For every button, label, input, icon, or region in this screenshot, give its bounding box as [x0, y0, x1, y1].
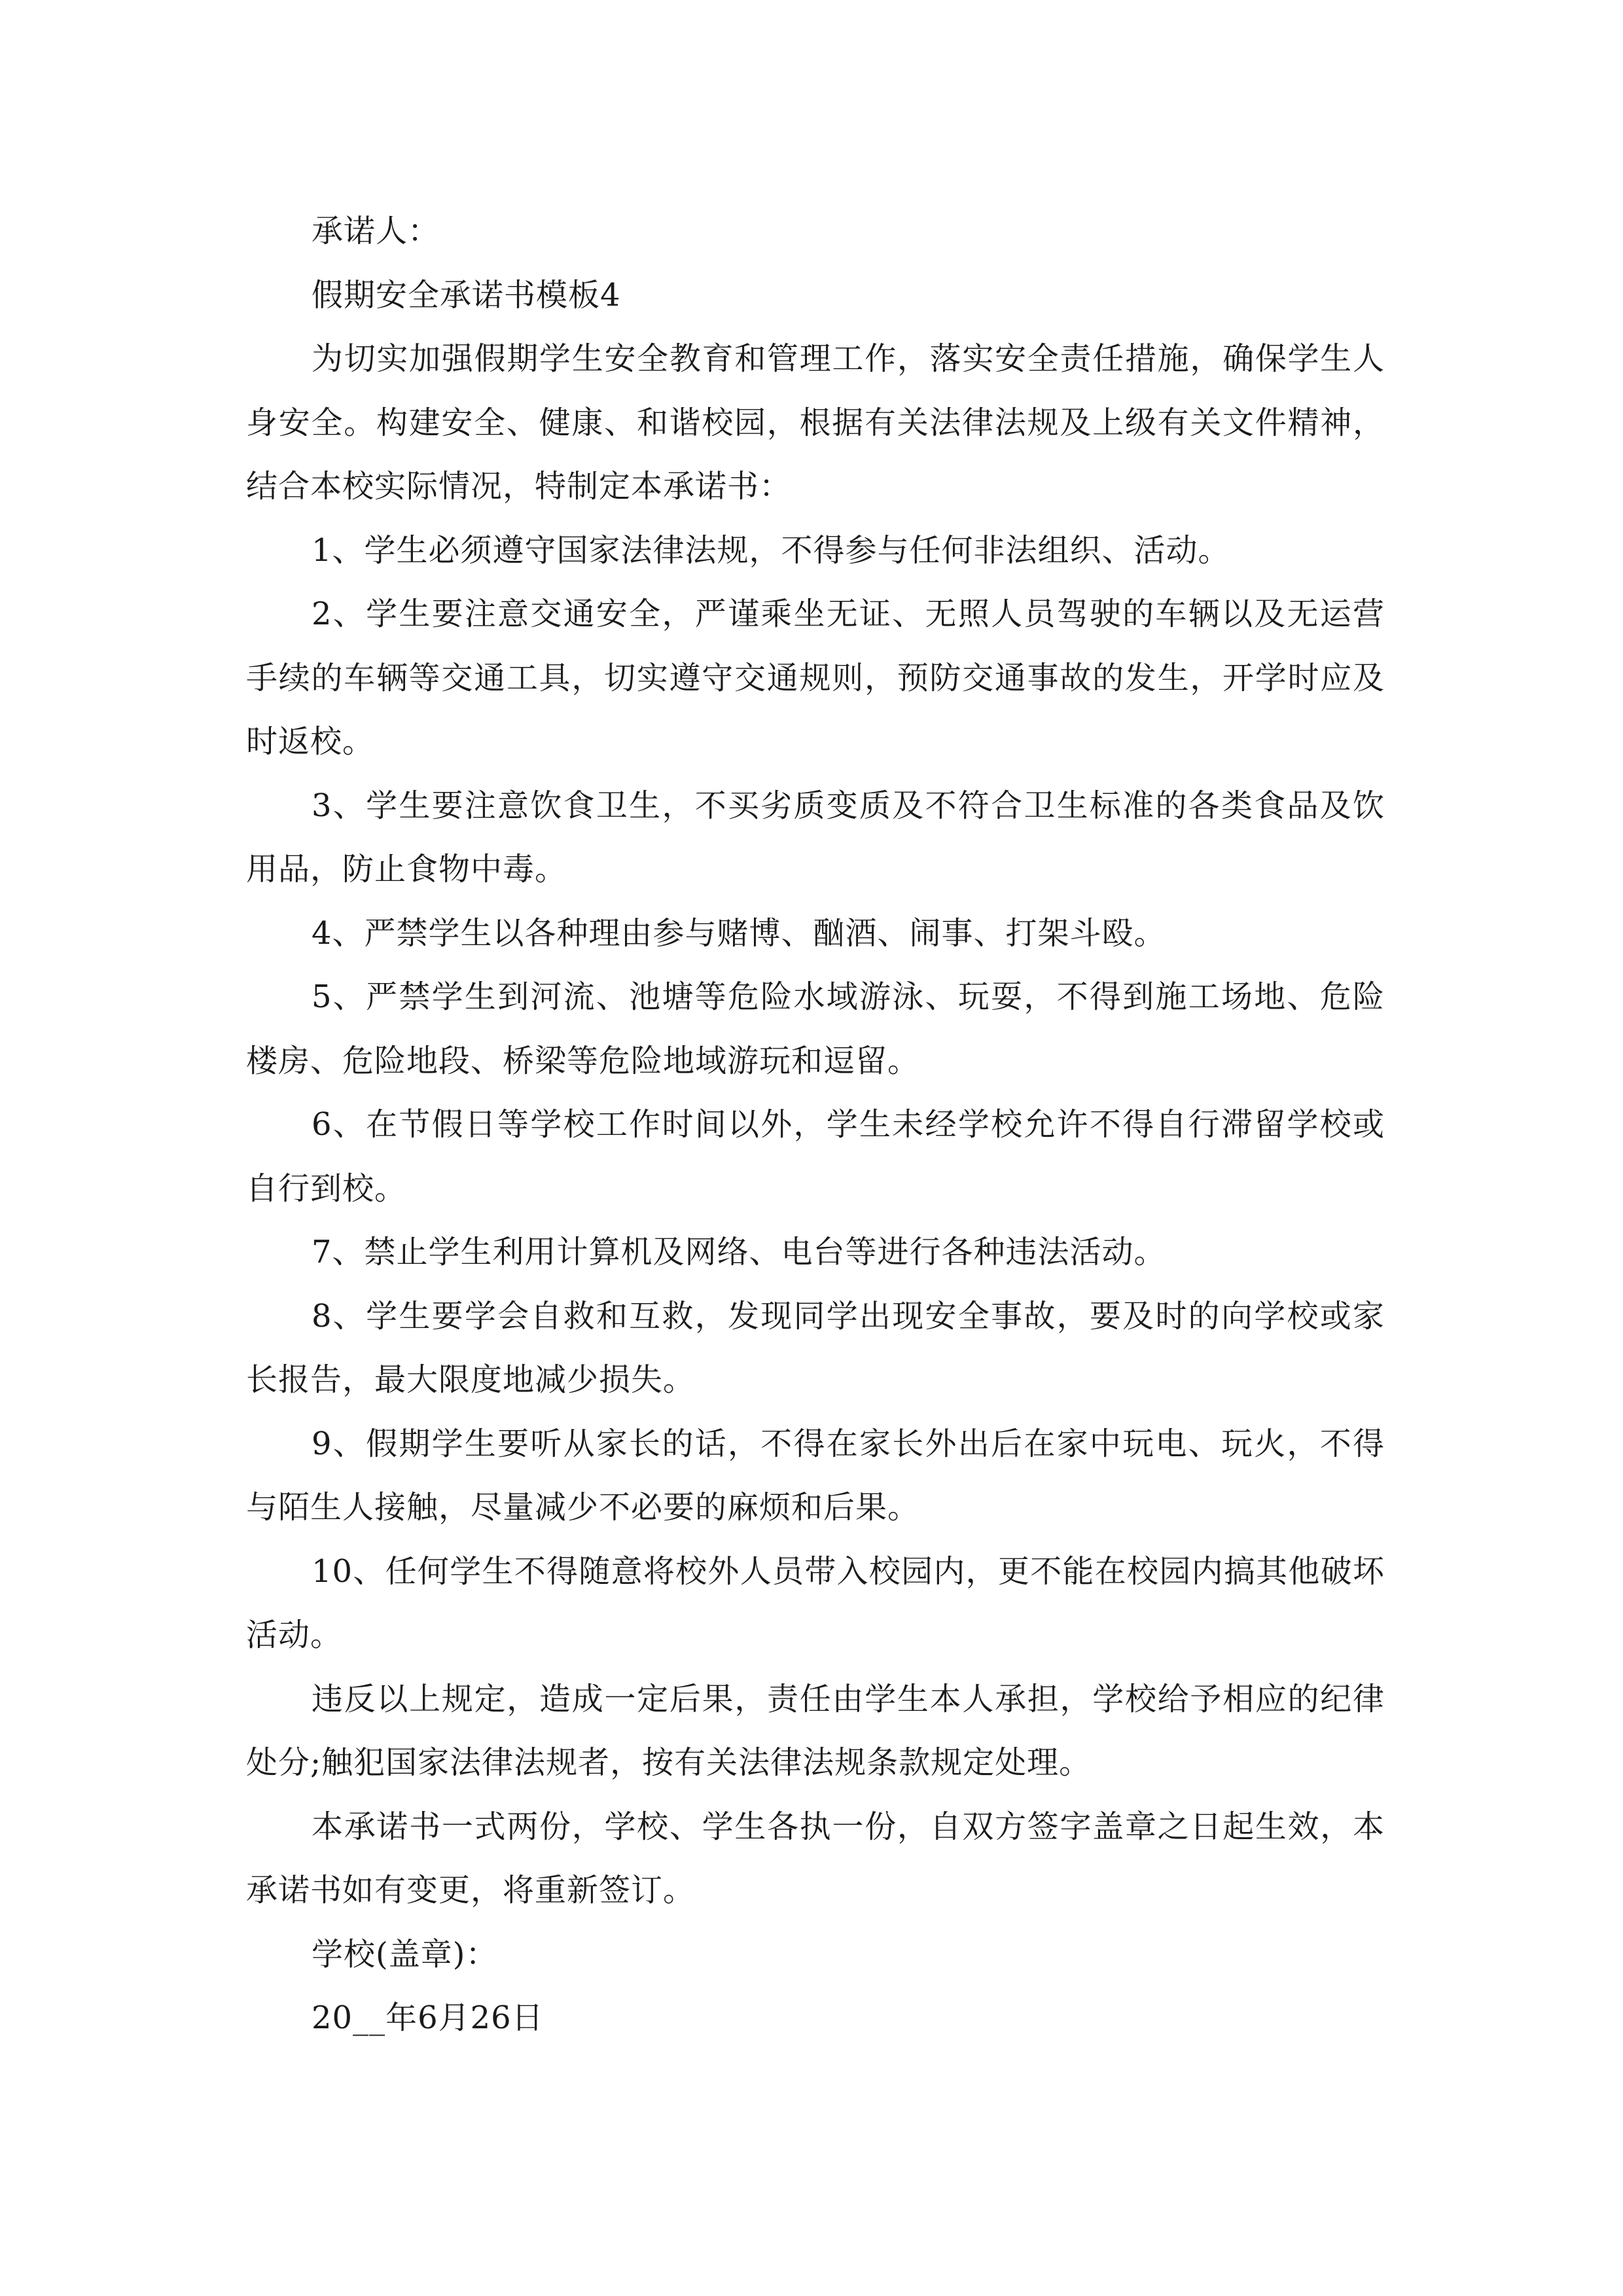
rule-item: 8、学生要学会自救和互救，发现同学出现安全事故，要及时的向学校或家长报告，最大限度地减少损失。: [246, 1297, 1385, 1398]
intro-paragraph: 为切实加强假期学生安全教育和管理工作，落实安全责任措施，确保学生人身安全。构建安全、健康、和谐校园，根据有关法律法规及上级有关文件精神，结合本校实际情况，特制定本承诺书：: [246, 340, 1385, 505]
rule-item: 3、学生要注意饮食卫生，不买劣质变质及不符合卫生标准的各类食品及饮用品，防止食物中毒。: [246, 787, 1385, 888]
date-line: 20__年6月26日: [312, 2000, 544, 2036]
rule-item: 10、任何学生不得随意将校外人员带入校园内，更不能在校园内搞其他破坏活动。: [246, 1552, 1385, 1653]
rule-item: 4、严禁学生以各种理由参与赌博、酗酒、闹事、打架斗殴。: [312, 914, 1166, 952]
rule-item: 1、学生必须遵守国家法律法规，不得参与任何非法组织、活动。: [312, 531, 1230, 569]
rule-item: 7、禁止学生利用计算机及网络、电台等进行各种违法活动。: [312, 1234, 1166, 1270]
rule-item: 2、学生要注意交通安全，严谨乘坐无证、无照人员驾驶的车辆以及无运营手续的车辆等交通工具，切实遵守交通规则，预防交通事故的发生，开学时应及时返校。: [246, 596, 1385, 760]
liability-paragraph: 违反以上规定，造成一定后果，责任由学生本人承担，学校给予相应的纪律处分;触犯国家法律法规者，按有关法律法规条款规定处理。: [246, 1680, 1385, 1781]
document-title: 假期安全承诺书模板4: [312, 276, 621, 314]
validity-paragraph: 本承诺书一式两份，学校、学生各执一份，自双方签字盖章之日起生效，本承诺书如有变更，将重新签订。: [246, 1808, 1385, 1909]
rule-item: 6、在节假日等学校工作时间以外，学生未经学校允许不得自行滞留学校或自行到校。: [246, 1106, 1385, 1207]
rule-item: 5、严禁学生到河流、池塘等危险水域游泳、玩耍，不得到施工场地、危险楼房、危险地段、桥梁等危险地域游玩和逗留。: [246, 978, 1385, 1079]
promiser-label: 承诺人：: [312, 213, 440, 249]
school-seal-label: 学校(盖章)：: [312, 1935, 498, 1973]
document-body: [246, 200, 1385, 2051]
rule-item: 9、假期学生要听从家长的话，不得在家长外出后在家中玩电、玩火，不得与陌生人接触，尽量减少不必要的麻烦和后果。: [246, 1425, 1385, 1526]
